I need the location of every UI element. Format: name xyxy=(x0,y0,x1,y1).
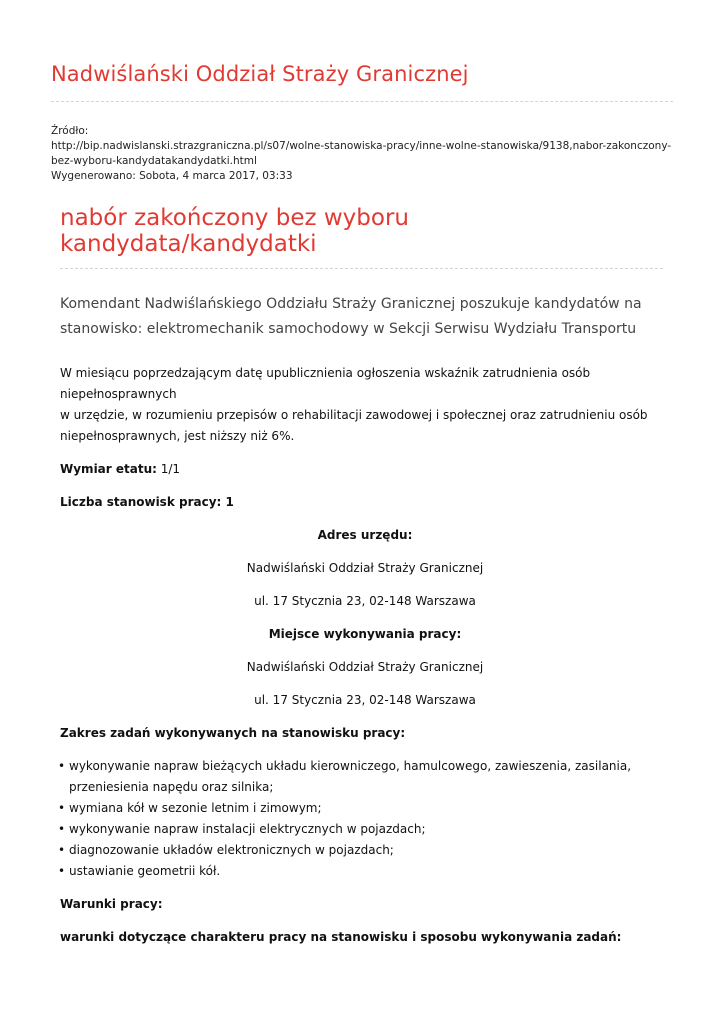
adres-street: ul. 17 Stycznia 23, 02-148 Warszawa xyxy=(254,594,476,608)
generated-timestamp: Wygenerowano: Sobota, 4 marca 2017, 03:33 xyxy=(51,170,293,182)
intro-paragraph-2: w urzędzie, w rozumieniu przepisów o rehabilitacji zawodowej i społecznej oraz zatrudnieniu osób niepełnosprawnych, jest niższy niż 6%. xyxy=(60,408,648,443)
source-url-line1[interactable]: http://bip.nadwislanski.strazgraniczna.pl/s07/wolne-stanowiska-pracy/inne-wolne-stanowiska/9138,nabor-zakonczony- xyxy=(51,140,672,152)
intro-paragraph-1: W miesiącu poprzedzającym datę upublicznienia ogłoszenia wskaźnik zatrudnienia osób niepełnosprawnych xyxy=(60,366,591,401)
wymiar-label: Wymiar etatu: xyxy=(60,462,157,476)
source-url-line2[interactable]: bez-wyboru-kandydatakandydatki.html xyxy=(51,155,257,167)
article-title-line2: kandydata/kandydatki xyxy=(60,231,317,257)
header-divider xyxy=(51,101,673,102)
list-item: • ustawianie geometrii kół. xyxy=(60,861,670,882)
article-body xyxy=(60,363,670,948)
article-lead: Komendant Nadwiślańskiego Oddziału Straży Granicznej poszukuje kandydatów na stanowisko: elektromechanik samochodowy w Sekcji Serwisu Wydziału Transportu xyxy=(60,296,642,337)
warunki-subheading xyxy=(60,927,670,948)
adres-heading xyxy=(60,525,670,546)
adres-heading-text: Adres urzędu: xyxy=(317,528,413,542)
task-list xyxy=(60,756,670,882)
wymiar-etatu xyxy=(60,459,670,480)
miejsce-heading-text: Miejsce wykonywania pracy: xyxy=(268,627,462,641)
list-item: • diagnozowanie układów elektronicznych w pojazdach; xyxy=(60,840,670,861)
title-divider xyxy=(60,268,663,269)
warunki-heading xyxy=(60,894,670,915)
miejsce-name: Nadwiślański Oddział Straży Granicznej xyxy=(246,660,484,674)
site-title: Nadwiślański Oddział Straży Granicznej xyxy=(51,62,469,86)
liczba-label: Liczba stanowisk pracy: 1 xyxy=(60,495,234,509)
wymiar-value: 1/1 xyxy=(156,462,181,476)
liczba-stanowisk xyxy=(60,492,670,513)
source-label: Źródło: xyxy=(51,125,89,137)
miejsce-street: ul. 17 Stycznia 23, 02-148 Warszawa xyxy=(254,693,476,707)
miejsce-heading xyxy=(60,624,670,645)
warunki-heading-text: Warunki pracy: xyxy=(60,897,163,911)
document-meta xyxy=(51,124,681,184)
zakres-heading xyxy=(60,723,670,744)
adres-name: Nadwiślański Oddział Straży Granicznej xyxy=(246,561,484,575)
article-title xyxy=(60,205,660,257)
warunki-subheading-text: warunki dotyczące charakteru pracy na stanowisku i sposobu wykonywania zadań: xyxy=(60,930,622,944)
zakres-heading-text: Zakres zadań wykonywanych na stanowisku pracy: xyxy=(60,726,406,740)
article-title-line1: nabór zakończony bez wyboru xyxy=(60,205,409,231)
list-item: • wykonywanie napraw instalacji elektrycznych w pojazdach; xyxy=(60,819,670,840)
list-item: • wymiana kół w sezonie letnim i zimowym; xyxy=(60,798,670,819)
list-item: • wykonywanie napraw bieżących układu kierowniczego, hamulcowego, zawieszenia, zasilania, przeniesienia napędu oraz silnika; xyxy=(60,756,670,798)
